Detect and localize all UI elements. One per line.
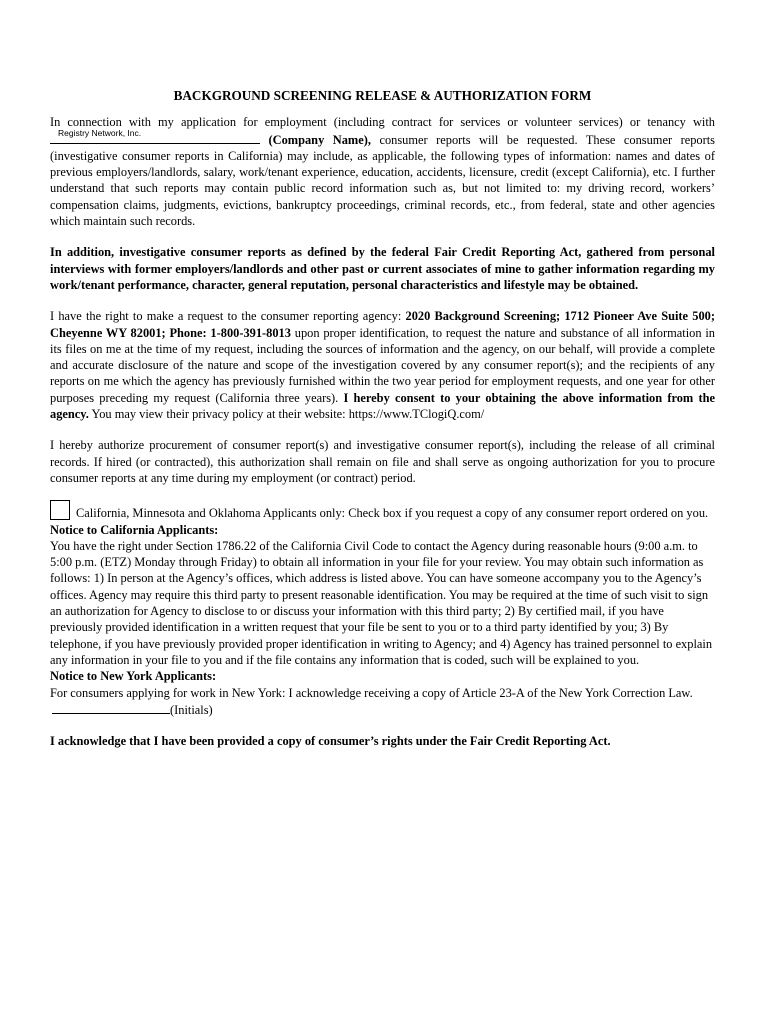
copy-request-label: California, Minnesota and Oklahoma Applicants only: Check box if you request a copy of any consumer report ordered on you. [76,506,709,521]
intro-rest-text: consumer reports will be requested. These consumer reports (investigative consumer reports in California) may include, as applicable, the following types of information: names and dates of previous employers/landlords, salary, work/tenant experience, education, accidents, licensure, credit (except California), etc. I further understand that such reports may contain public record information such as, but not limited to: my driving record, workers’ compensation claims, judgments, evictions, bankruptcy proceedings, criminal records, etc., from federal, state and other agencies which maintain such records. [50,132,715,229]
company-name-label: (Company Name), [268,132,371,147]
authorize-text: I hereby authorize procurement of consumer report(s) and investigative consumer report(s), including the release of all criminal records. If hired (or contracted), this authorization shall remain on file and shall serve as ongoing authorization for you to procure consumer reports at any time during my employment (or contract) period. [50,438,715,485]
initials-row [50,701,715,718]
paragraph-investigative [50,244,715,293]
rights-text-a: I have the right to make a request to the consumer reporting agency: [50,309,402,324]
copy-request-row [50,500,715,521]
consent-text: I hereby consent to your obtaining the above information from the agency. [50,390,715,422]
privacy-text: You may view their privacy policy at their website: https://www.TClogiQ.com/ [91,407,485,422]
paragraph-authorize [50,437,715,486]
ny-notice-heading [50,668,715,684]
rights-text-b: upon proper identification, to request the nature and substance of all information in its files on me at the time of my request, including the sources of information and the agency, on our behalf, will provide a complete and accurate disclosure of the nature and scope of the investigation covered by any consumer report(s); and the recipients of any reports on me which the agency has previously furnished within the two year period for employment requests, and one year for other purposes preceding my request (California three years). [50,325,715,405]
ca-heading-text: Notice to California Applicants: [50,522,219,537]
paragraph-rights [50,308,715,422]
ca-notice-body: You have the right under Section 1786.22 of the California Civil Code to contact the Agency during reasonable hours (9:00 a.m. to 5:00 p.m. (ETZ) Monday through Friday) to obtain all information in your file for your review. You may obtain such information as follows: 1) In person at the Agency’s offices, which address is listed above. You can have someone accompany you to the Agency’s offices. Agency may require this third party to present reasonable identification. You may be required at the time of such visit to sign an authorization for Agency to disclose to or discuss your information with this third party; 2) By certified mail, if you have previously provided identification in a written request that your file be sent to you or to a third party identified by you; 3) By telephone, if you have previously provided proper identification in writing to Agency; and 4) Agency has trained personnel to explain any information in your file to you and if the file contains any information that is coded, such will be explained to you. [50,538,713,667]
ca-notice-heading [50,522,715,538]
fcra-acknowledgement-text: I acknowledge that I have been provided a copy of consumer’s rights under the Fair Credit Reporting Act. [50,734,611,749]
form-page [50,88,715,749]
form-title: BACKGROUND SCREENING RELEASE & AUTHORIZATION FORM [173,88,592,103]
initials-field[interactable] [52,701,170,714]
fcra-acknowledgement [50,733,715,749]
paragraph-intro [50,114,715,229]
ny-heading-text: Notice to New York Applicants: [50,669,217,684]
investigative-text: In addition, investigative consumer reports as defined by the federal Fair Credit Reporting Act, gathered from personal interviews with former employers/landlords and other past or current associates of mine to gather information regarding my work/tenant performance, character, general reputation, personal characteristics and lifestyle may be obtained. [50,245,715,292]
initials-label: (Initials) [170,702,213,717]
company-name-field[interactable] [50,127,260,144]
company-name-value: Registry Network, Inc. [58,127,142,138]
copy-request-checkbox[interactable] [50,500,70,520]
ca-notice-text [50,538,715,668]
intro-text: In connection with my application for employment (including contract for services or volunteer services) or tenancy with [50,115,715,130]
ny-notice-body: For consumers applying for work in New York: I acknowledge receiving a copy of Article 23-A of the New York Correction Law. [50,685,693,700]
ny-notice-text [50,685,715,701]
agency-info: 2020 Background Screening; 1712 Pioneer Ave Suite 500; Cheyenne WY 82001; Phone: 1-800-391-8013 [50,309,715,340]
